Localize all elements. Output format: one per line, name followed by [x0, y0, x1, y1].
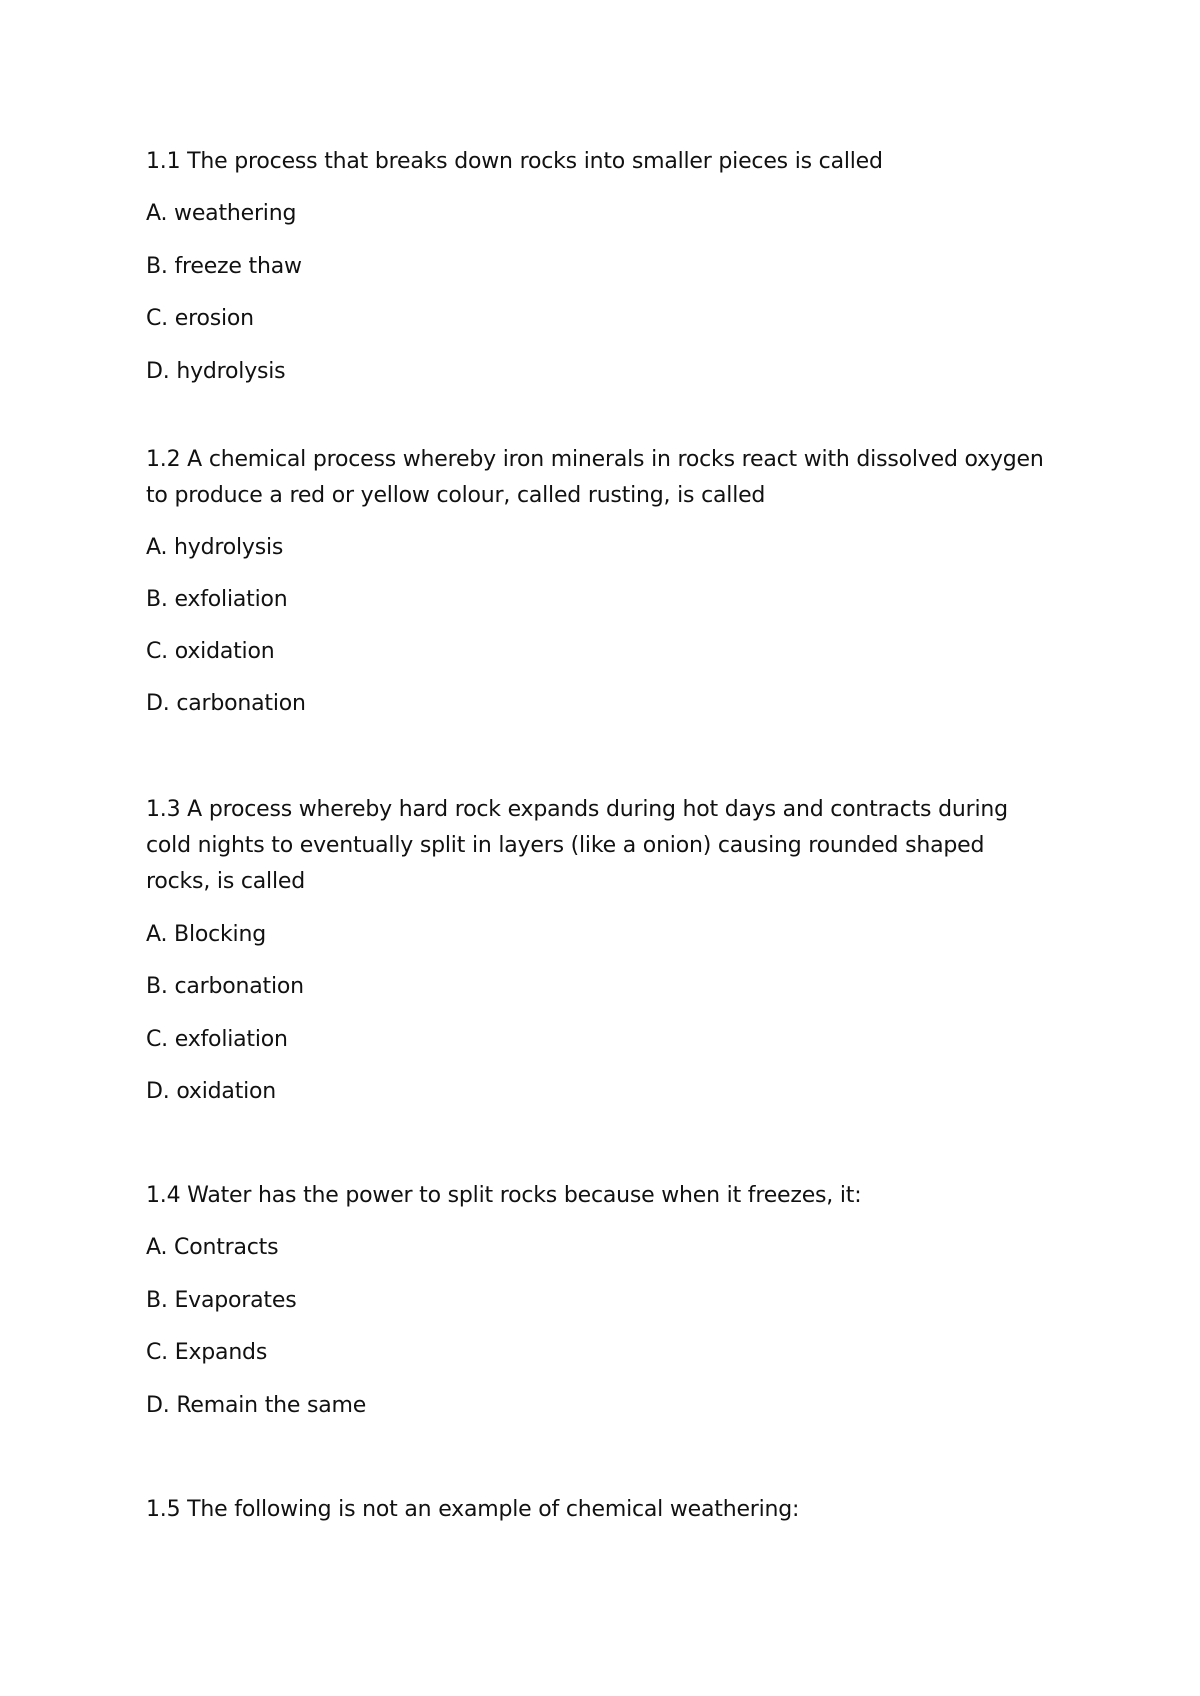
- question-1-4-option-c: C. Expands: [146, 1340, 268, 1365]
- question-1-4-option-d: D. Remain the same: [146, 1393, 367, 1418]
- question-1-3-option-d: D. oxidation: [146, 1079, 277, 1104]
- question-1-2-option-c: C. oxidation: [146, 639, 275, 664]
- question-1-2-option-d: D. carbonation: [146, 691, 306, 716]
- question-1-1-stem: 1.1 The process that breaks down rocks into smaller pieces is called: [146, 149, 883, 174]
- question-1-4-option-a: A. Contracts: [146, 1235, 279, 1260]
- question-1-3-stem-line-1: 1.3 A process whereby hard rock expands during hot days and contracts during: [146, 797, 1008, 822]
- question-1-2-stem-line-1: 1.2 A chemical process whereby iron minerals in rocks react with dissolved oxygen: [146, 447, 1044, 472]
- question-1-3-stem-line-2: cold nights to eventually split in layers (like a onion) causing rounded shaped: [146, 833, 985, 858]
- question-1-3-stem-line-3: rocks, is called: [146, 869, 305, 894]
- question-1-5-stem: 1.5 The following is not an example of chemical weathering:: [146, 1497, 800, 1522]
- question-1-4-stem: 1.4 Water has the power to split rocks because when it freezes, it:: [146, 1183, 862, 1208]
- question-1-2-option-a: A. hydrolysis: [146, 535, 284, 560]
- question-1-2-stem-line-2: to produce a red or yellow colour, called rusting, is called: [146, 483, 766, 508]
- question-1-3-option-b: B. carbonation: [146, 974, 304, 999]
- question-1-1-option-c: C. erosion: [146, 306, 254, 331]
- question-1-1-option-b: B. freeze thaw: [146, 254, 302, 279]
- question-1-2-option-b: B. exfoliation: [146, 587, 288, 612]
- question-1-4-option-b: B. Evaporates: [146, 1288, 297, 1313]
- question-1-3-option-c: C. exfoliation: [146, 1027, 288, 1052]
- question-1-1-option-d: D. hydrolysis: [146, 359, 286, 384]
- question-1-3-option-a: A. Blocking: [146, 922, 266, 947]
- question-1-1-option-a: A. weathering: [146, 201, 297, 226]
